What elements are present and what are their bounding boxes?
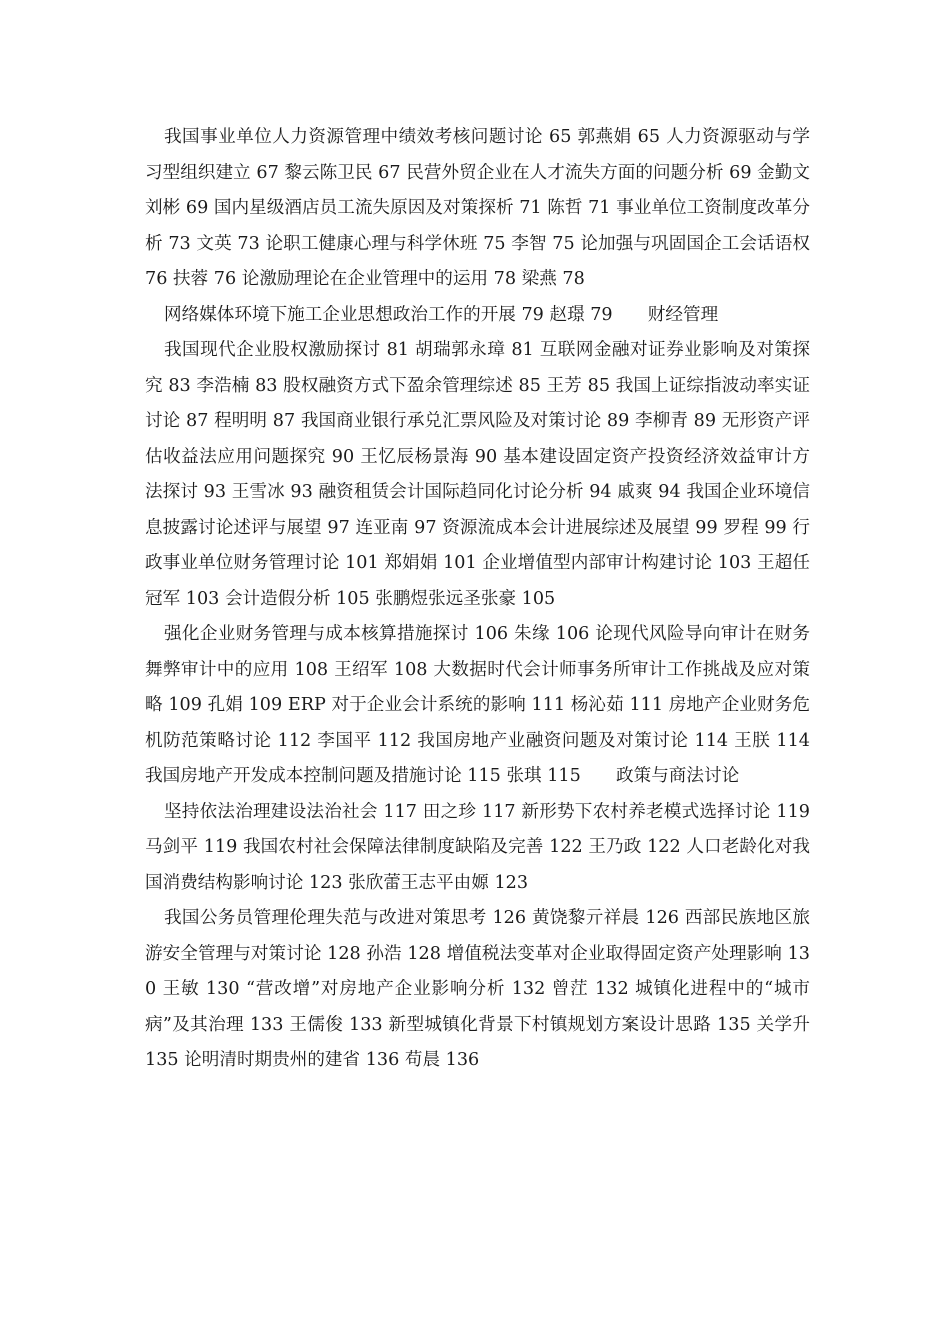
- paragraph-public-administration: 我国公务员管理伦理失范与改进对策思考 126 黄饶黎亓祥晨 126 西部民族地区旅游安全管理与对策讨论 128 孙浩 128 增值税法变革对企业取得固定资产处理影响 130 王敏 130 “营改增”对房地产企业影响分析 132 曾茳 132 城镇化进程中的“城市病”及其治理 133 王儒俊 133 新型城镇化背景下村镇规划方案设计思路 135 关学升 135 论明清时期贵州的建省 136 苟晨 136: [145, 908, 810, 1070]
- paragraph-accounting-audit: 强化企业财务管理与成本核算措施探讨 106 朱缘 106 论现代风险导向审计在财务舞弊审计中的应用 108 王绍军 108 大数据时代会计师事务所审计工作挑战及应对策略 109 孔娟 109 ERP 对于企业会计系统的影响 111 杨沁茹 111 房地产企业财务危机防范策略讨论 112 李国平 112 我国房地产业融资问题及对策讨论 114 王朕 114 我国房地产开发成本控制问题及措施讨论 115 张琪 115 政策与商法讨论: [145, 624, 810, 786]
- paragraph-section-finance-heading: 网络媒体环境下施工企业思想政治工作的开展 79 赵璟 79 财经管理: [164, 304, 719, 325]
- document-body: [145, 120, 810, 1079]
- paragraph-finance-management: 我国现代企业股权激励探讨 81 胡瑞郭永璋 81 互联网金融对证券业影响及对策探究 83 李浩楠 83 股权融资方式下盈余管理综述 85 王芳 85 我国上证综指波动率实证讨论 87 程明明 87 我国商业银行承兑汇票风险及对策讨论 89 李柳青 89 无形资产评估收益法应用问题探究 90 王忆辰杨景海 90 基本建设固定资产投资经济效益审计方法探讨 93 王雪冰 93 融资租赁会计国际趋同化讨论分析 94 戚爽 94 我国企业环境信息披露讨论述评与展望 97 连亚南 97 资源流成本会计进展综述及展望 99 罗程 99 行政事业单位财务管理讨论 101 郑娟娟 101 企业增值型内部审计构建讨论 103 王超任冠军 103 会计造假分析 105 张鹏煜张远圣张豪 105: [145, 340, 810, 609]
- paragraph-policy-law: 坚持依法治理建设法治社会 117 田之珍 117 新形势下农村养老模式选择讨论 119 马剑平 119 我国农村社会保障法律制度缺陷及完善 122 王乃政 122 人口老龄化对我国消费结构影响讨论 123 张欣蕾王志平由嫄 123: [145, 801, 810, 893]
- paragraph-hr-management: 我国事业单位人力资源管理中绩效考核问题讨论 65 郭燕娟 65 人力资源驱动与学习型组织建立 67 黎云陈卫民 67 民营外贸企业在人才流失方面的问题分析 69 金勤文刘彬 69 国内星级酒店员工流失原因及对策探析 71 陈哲 71 事业单位工资制度改革分析 73 文英 73 论职工健康心理与科学休班 75 李智 75 论加强与巩固国企工会话语权 76 扶蓉 76 论激励理论在企业管理中的运用 78 梁燕 78: [145, 127, 810, 289]
